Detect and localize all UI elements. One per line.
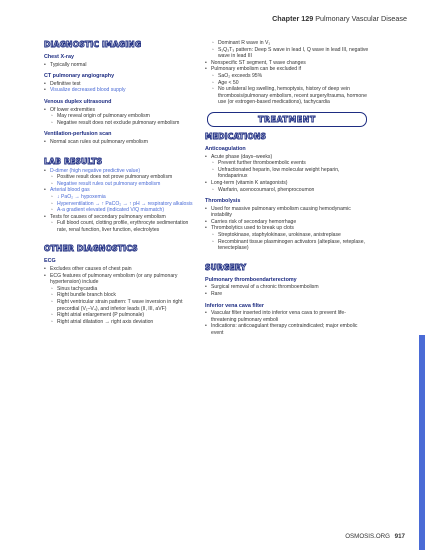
diagnostic-imaging-heading: DIAGNOSTIC IMAGING xyxy=(44,40,142,49)
chapter-number: Chapter 129 xyxy=(272,14,314,23)
page-edge-tab xyxy=(419,335,425,550)
list-subitem: ◦ Positive result does not prove pulmonary embolism xyxy=(44,174,199,181)
list-item: • Surgical removal of a chronic thromboembolism xyxy=(205,284,370,291)
list-item: • Long-term (vitamin K antagonists) xyxy=(205,180,370,187)
thromboendarterectomy-heading: Pulmonary thromboendarterectomy xyxy=(205,276,297,283)
list-item: • Used for massive pulmonary embolism causing hemodynamic instability xyxy=(205,206,370,219)
list-item: • Definitive test xyxy=(44,81,199,88)
list-item: • Arterial blood gas xyxy=(44,187,199,194)
list-subitem: ◦ Right atrial dilatation → right axis deviation xyxy=(44,319,199,326)
list-subitem: ◦ Right atrial enlargement (P pulmonale) xyxy=(44,312,199,319)
chest-xray-heading: Chest X-ray xyxy=(44,54,74,60)
list-item: • Carries risk of secondary hemorrhage xyxy=(205,219,370,226)
list-item: • Thrombolytics used to break up clots xyxy=(205,225,370,232)
list-subitem: ◦ Negative result rules out pulmonary embolism xyxy=(44,181,199,188)
list-subitem: ◦ Right bundle branch block xyxy=(44,292,199,299)
list-item: • Typically normal xyxy=(44,62,199,69)
thrombolysis-heading: Thrombolysis xyxy=(205,198,241,205)
treatment-heading: TREATMENT xyxy=(258,114,316,124)
right-column xyxy=(205,40,370,337)
list-subitem: ◦ Age < 50 xyxy=(205,80,370,87)
duplex-ultrasound-heading: Venous duplex ultrasound xyxy=(44,98,112,105)
list-subitem: ◦ No unilateral leg swelling, hemoptysis, history of deep vein thrombosis/pulmonary embolism, recent surgery/trauma, hormone use (or estrogen-based medications), tachycardia xyxy=(205,86,370,106)
ivc-filter-heading: Inferior vena cava filter xyxy=(205,302,265,309)
list-subitem: ◦ S₁Q₃T₃ pattern: Deep S wave in lead I, Q wave in lead III, negative wave in lead III xyxy=(205,47,370,60)
list-subitem: ◦ Negative result does not exclude pulmonary embolism xyxy=(44,120,199,127)
page-footer xyxy=(345,533,405,540)
list-subitem: ◦ Recombinant tissue plasminogen activators (alteplase, reteplase, tenecteplase) xyxy=(205,239,370,252)
list-subitem: ◦ May reveal origin of pulmonary embolism xyxy=(44,113,199,120)
list-item: • Indications: anticoagulant therapy contraindicated; major embolic event xyxy=(205,323,370,336)
lab-results-heading: LAB RESULTS xyxy=(44,156,103,166)
list-subitem: ◦ ↓ PaO₂ → hypoxemia xyxy=(44,194,199,201)
list-item: • Of lower extremities xyxy=(44,107,199,114)
list-item: • Rare xyxy=(205,291,370,298)
list-subitem: ◦ Hyperventilation → ↑ PaCO₂ → ↑ pH → respiratory alkalosis xyxy=(44,201,199,208)
list-item: • Tests for causes of secondary pulmonary embolism xyxy=(44,214,199,221)
anticoagulation-heading: Anticoagulation xyxy=(205,145,246,152)
list-item: • Visualize decreased blood supply xyxy=(44,87,199,94)
vq-scan-heading: Ventilation-perfusion scan xyxy=(44,131,112,138)
left-column xyxy=(44,40,199,325)
medications-heading: MEDICATIONS xyxy=(205,131,267,141)
list-subitem: ◦ Full blood count, clotting profile, erythrocyte sedimentation rate, renal function, liver function, electrolytes xyxy=(44,220,199,233)
list-subitem: ◦ Right ventricular strain pattern: T wave inversion in right precordial (V₁–V₄), and inferior leads (II, III, aVF) xyxy=(44,299,199,312)
list-item: • Pulmonary embolism can be excluded if xyxy=(205,66,370,73)
ct-angiography-heading: CT pulmonary angiography xyxy=(44,73,115,80)
running-header xyxy=(272,14,407,23)
list-item: • Vascular filter inserted into inferior vena cava to prevent life-threatening pulmonary emboli xyxy=(205,310,370,323)
list-subitem: ◦ Prevent further thromboembolic events xyxy=(205,160,370,167)
list-subitem: ◦ Warfarin, acenocoumarol, phenprocoumon xyxy=(205,187,370,194)
list-subitem: ◦ Unfractionated heparin, low molecular weight heparin, fondaparinux xyxy=(205,167,370,180)
ecg-heading: ECG xyxy=(44,258,56,265)
list-item: • Nonspecific ST segment, T wave changes xyxy=(205,60,370,67)
list-subitem: ◦ Streptokinase, staphylokinase, urokinase, anistreplase xyxy=(205,232,370,239)
surgery-heading: SURGERY xyxy=(205,262,247,272)
chapter-title: Pulmonary Vascular Disease xyxy=(315,14,407,23)
treatment-banner xyxy=(207,112,367,127)
list-subitem: ◦ SaO₂ exceeds 95% xyxy=(205,73,370,80)
list-item: • D-dimer (high negative predictive value) xyxy=(44,168,199,175)
list-item: • Excludes other causes of chest pain xyxy=(44,266,199,273)
other-diagnostics-heading: OTHER DIAGNOSTICS xyxy=(44,244,138,254)
list-subitem: ◦ A-a gradient elevated (indicated V/Q mismatch) xyxy=(44,207,199,214)
footer-site: OSMOSIS.ORG xyxy=(345,533,390,540)
list-subitem: ◦ Dominant R wave in V₁ xyxy=(205,40,370,47)
list-item: • ECG features of pulmonary embolism (or any pulmonary hypertension) include xyxy=(44,273,199,286)
list-item: • Acute phase (days–weeks) xyxy=(205,154,370,161)
list-subitem: ◦ Sinus tachycardia xyxy=(44,286,199,293)
page-number: 917 xyxy=(394,533,405,540)
list-item: • Normal scan rules out pulmonary embolism xyxy=(44,139,199,146)
